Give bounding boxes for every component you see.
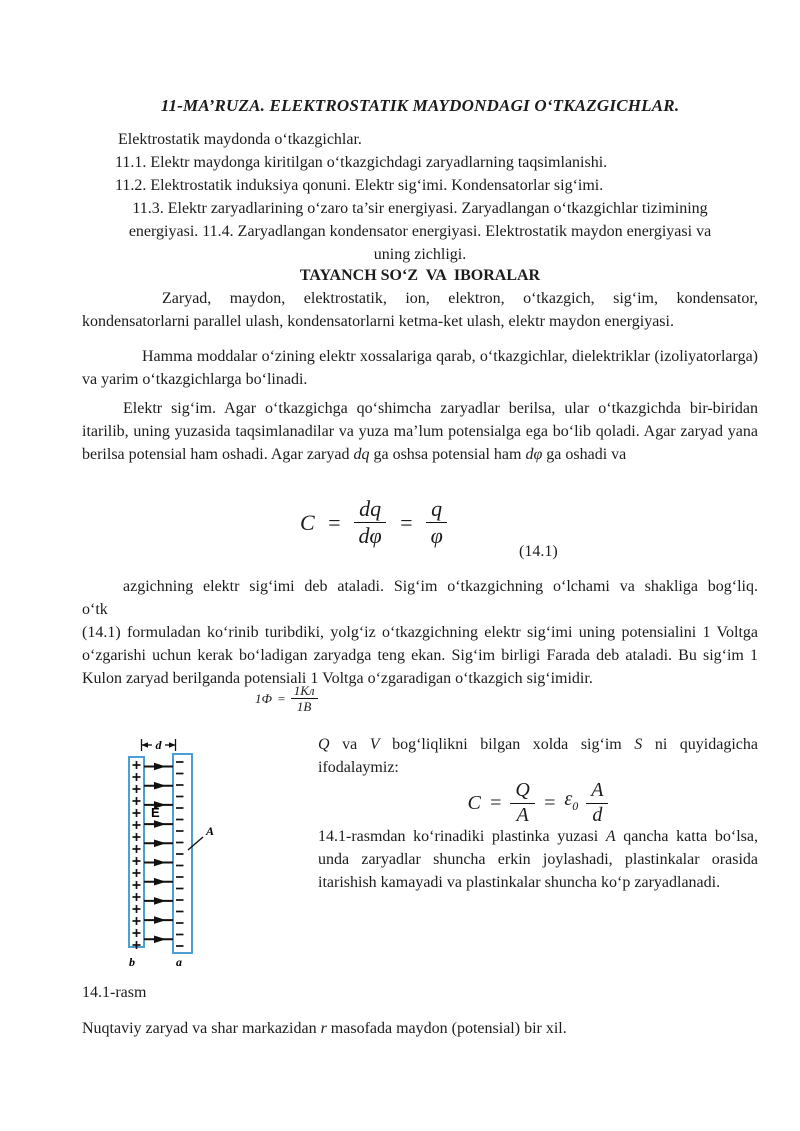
section-item-11-3-line2: energiyasi. 11.4. Zaryadlangan kondensator energiyasi. Elektrostatik maydon energiyasi va: [128, 223, 712, 240]
var-Q: Q: [318, 736, 330, 753]
section-list-intro: Elektrostatik maydonda o‘tkazgichlar.: [118, 131, 362, 148]
var-dq: dq: [353, 446, 370, 463]
keywords-paragraph: Zaryad, maydon, elektrostatik, ion, elektron, o‘tkazgich, sig‘im, kondensator, kondensatorlarni parallel ulash, kondensatorlarni ketma-ket ulash, elektr maydon energiyasi.: [82, 290, 758, 330]
capacitance-formula-block: [318, 779, 758, 827]
fraction-denominator: d: [592, 803, 603, 826]
section-item-11-3-line3: uning zichligi.: [373, 246, 467, 263]
var-S: S: [634, 736, 643, 753]
fraction-denominator: dφ: [358, 522, 382, 548]
qv-text-1: va: [329, 736, 370, 753]
capacity-text-3: ga oshadi va: [542, 446, 627, 463]
capacity-text-2: ga oshsa potensial ham: [369, 446, 526, 463]
equals-sign: =: [326, 509, 342, 535]
fraction-numerator: Q: [510, 779, 534, 804]
final-line: [82, 1017, 758, 1040]
svg-text:b: b: [129, 955, 135, 969]
formula-lhs: C: [467, 791, 481, 814]
var-dphi: dφ: [525, 446, 543, 463]
farad-paragraph: (14.1) formuladan ko‘rinib turibdiki, yolg‘iz o‘tkazgichning elektr sig‘imi uning potensialini 1 Voltga o‘zgarishi uchun kerak bo‘ladigan zaryadga teng ekan. Sig‘im birligi Farada deb ataladi. Bu sig‘im 1 Kulon zaryad berilganda potensiali 1 Voltga o‘zgaradigan o‘tkazgich sig‘imidir.: [82, 624, 758, 687]
formula-lhs: C: [300, 509, 315, 535]
materials-paragraph: Hamma moddalar o‘zining elektr xossalariga qarab, o‘tkazgichlar, dielektriklar (izoliyatorlarga) va yarim o‘tkazgichlarga bo‘linadi.: [82, 348, 758, 388]
section-list: [82, 128, 758, 266]
fraction-numerator: A: [586, 779, 608, 804]
rasm-text-2: qancha katta bo‘lsa, unda zaryadlar shuncha erkin joylashadi, plastinkalar orasida itarishish kamayadi va plastinkalar shuncha ko‘p zaryadlanadi.: [318, 828, 759, 891]
var-r: r: [320, 1020, 327, 1037]
formula-14-1-block: [82, 496, 758, 560]
qv-text-2: bog‘liqlikni bilgan xolda sig‘im: [379, 736, 635, 753]
figure-caption: 14.1-rasm: [82, 984, 147, 1001]
fraction-Q-A: [510, 779, 534, 827]
definition-line-1: azgichning elektr sig‘imi deb ataladi. Sig‘im o‘tkazgichning o‘lchami va shakliga bog‘liq.: [123, 578, 758, 595]
final-text-1: Nuqtaviy zaryad va shar markazidan: [82, 1020, 321, 1037]
var-V: V: [369, 736, 380, 753]
equals-sign: =: [276, 691, 286, 707]
svg-text:a: a: [176, 955, 182, 969]
fraction-numerator: 1Кл: [291, 683, 318, 699]
fraction-denominator: A: [516, 803, 529, 826]
section-item-11-2: 11.2. Elektrostatik induksiya qonuni. Elektr sig‘imi. Kondensatorlar sig‘imi.: [115, 177, 604, 194]
capacity-paragraph: [82, 397, 758, 466]
fraction-dq-dphi: [354, 496, 387, 549]
capacitor-figure-svg: [110, 733, 320, 978]
section-item-11-3-line1: 11.3. Elektr zaryadlarining o‘zaro ta’sir energiyasi. Zaryadlangan o‘tkazgichlar tizimining: [132, 200, 708, 217]
fraction-denominator: φ: [430, 522, 443, 548]
capacitance-formula: [468, 779, 609, 827]
fraction-denominator: 1В: [296, 699, 312, 715]
equals-sign: =: [542, 791, 557, 814]
fraction-A-d: [586, 779, 608, 827]
rasm-text-1: 14.1-rasmdan ko‘rinadiki plastinka yuzasi: [318, 828, 606, 845]
definition-line-2: o‘tk: [82, 601, 108, 618]
svg-text:d: d: [155, 738, 162, 752]
epsilon-zero: $\varepsilon_0$: [564, 788, 579, 814]
final-text-2: masofada maydon (potensial) bir xil.: [326, 1020, 567, 1037]
fraction-numerator: q: [426, 496, 447, 523]
fraction-q-phi: [426, 496, 448, 549]
fraction-kl-v: [291, 683, 318, 715]
fraction-numerator: dq: [354, 496, 386, 523]
rasm-paragraph: [318, 825, 758, 894]
section-item-11-1: 11.1. Elektr maydonga kiritilgan o‘tkazgichdagi zaryadlarning taqsimlanishi.: [115, 154, 608, 171]
capacity-text-1: Elektr sig‘im. Agar o‘tkazgichga qo‘shimcha zaryadlar berilsa, ular o‘tkazgichda bir-biridan itarilib, uning yuzasida taqsimlanadilar va yuza ma’lum potensialga ega bo‘lib qoladi. Agar zaryad yana berilsa potensial ham oshadi. Agar zaryad: [82, 400, 758, 463]
formula-lhs: 1Ф: [255, 691, 272, 707]
formula-14-1: [300, 496, 448, 549]
page-title: 11-MA’RUZA. ELEKTROSTATIK MAYDONDAGI O‘TKAZGICHLAR.: [160, 96, 680, 115]
var-A: A: [605, 828, 616, 845]
qv-text-3: ni quyidagicha ifodalaymiz:: [318, 736, 758, 776]
keywords-heading: TAYANCH SO‘Z VA IBORALAR: [299, 267, 541, 284]
farad-formula: [255, 683, 318, 715]
equals-sign: =: [398, 509, 414, 535]
svg-text:E: E: [151, 805, 160, 820]
qv-paragraph: [318, 733, 758, 779]
formula-number-label: (14.1): [519, 543, 558, 560]
svg-text:A: A: [206, 824, 215, 838]
equals-sign: =: [488, 791, 503, 814]
